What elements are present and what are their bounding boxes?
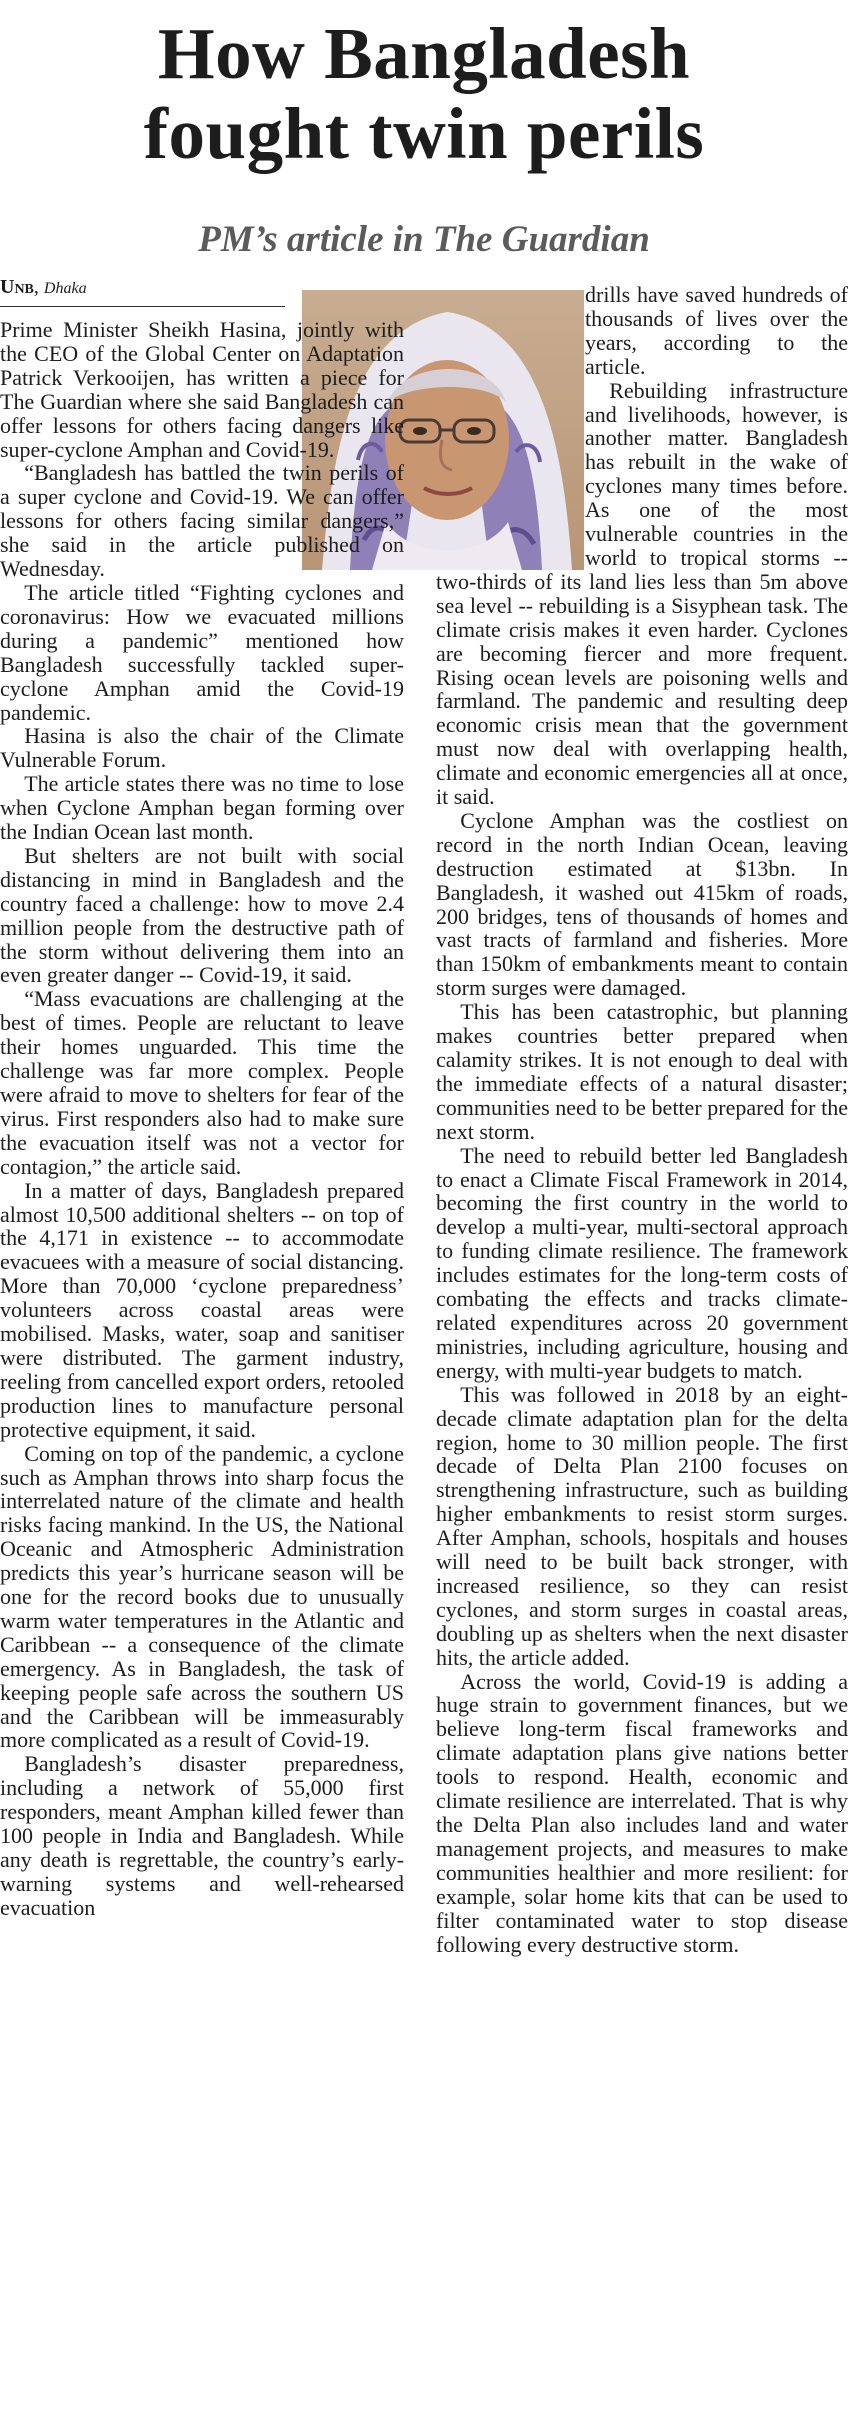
paragraph: Hasina is also the chair of the Climate Vulnerable Forum.	[0, 723, 404, 773]
paragraph: “Bangladesh has battled the twin perils of a super cyclone and Covid-19. We can offer lessons for others facing similar dangers,” she said in the article published on Wednesday.	[0, 460, 404, 582]
headline-line-1: How Bangladesh	[157, 13, 691, 94]
subheadline: PM’s article in The Guardian	[198, 219, 650, 260]
paragraph: “Mass evacuations are challenging at the best of times. People are reluctant to leave their homes unguarded. This time the challenge was far more complex. People were afraid to move to shelters for fear of the virus. First responders also had to make sure the evacuation itself was not a vector for contagion,” the article said.	[0, 986, 404, 1179]
paragraph: In a matter of days, Bangladesh prepared almost 10,500 additional shelters -- on top of the 4,171 in existence -- to accommodate evacuees with a measure of social distancing. More than 70,000 ‘cyclone preparedness’ volunteers across coastal areas were mobilised. Masks, water, soap and sanitiser were distributed. The garment industry, reeling from cancelled export orders, retooled production lines to manufacture personal protective equipment, it said.	[0, 1177, 404, 1442]
float-spacer	[436, 283, 585, 565]
byline: Unb, Dhaka	[0, 272, 285, 307]
article-column-left	[0, 318, 404, 1920]
paragraph: Bangladesh’s disaster preparedness, including a network of 55,000 first responders, meant Amphan killed fewer than 100 people in India and Bangladesh. While any death is regrettable, the country’s early-warning systems and well-rehearsed evacuation	[0, 1751, 404, 1920]
paragraph: But shelters are not built with social distancing in mind in Bangladesh and the country faced a challenge: how to move 2.4 million people from the destructive path of the storm without delivering them into an even greater danger -- Covid-19, it said.	[0, 842, 404, 988]
paragraph: This has been catastrophic, but planning makes countries better prepared when calamity strikes. It is not enough to deal with the immediate effects of a natural disaster; communities need to be better prepared for the next storm.	[436, 999, 848, 1144]
paragraph: Across the world, Covid-19 is adding a huge strain to government finances, but we believe long-term fiscal frameworks and climate adaptation plans give nations better tools to respond. Health, economic and climate resilience are interrelated. That is why the Delta Plan also includes land and water management projects, and measures to make communities healthier and more resilient: for example, solar home kits that can be used to filter contaminated water to stop disease following every destructive storm.	[436, 1668, 848, 1957]
paragraph: Prime Minister Sheikh Hasina, jointly with the CEO of the Global Center on Adaptation Patrick Verkooijen, has written a piece for The Guardian where she said Bangladesh can offer lessons for others facing dangers like super-cyclone Amphan and Covid-19.	[0, 317, 404, 462]
paragraph: Cyclone Amphan was the costliest on record in the north Indian Ocean, leaving destruction estimated at $13bn. In Bangladesh, it washed out 415km of roads, 200 bridges, tens of thousands of homes and vast tracts of farmland and fisheries. More than 150km of embankments meant to contain storm surges were damaged.	[436, 807, 848, 1001]
headline-line-2: fought twin perils	[143, 93, 705, 174]
headline	[0, 14, 848, 174]
byline-city: Dhaka	[43, 280, 87, 297]
paragraph: Coming on top of the pandemic, a cyclone such as Amphan throws into sharp focus the interrelated nature of the climate and health risks facing mankind. In the US, the National Oceanic and Atmospheric Administration predicts this year’s hurricane season will be one for the record books due to unusually warm water temperatures in the Atlantic and Caribbean -- a consequence of the climate emergency. As in Bangladesh, the task of keeping people safe across the southern US and the Caribbean will be immeasurably more complicated as a result of Covid-19.	[0, 1440, 404, 1753]
paragraph: drills have saved hundreds of thousands of lives over the years, according to the article.	[585, 282, 848, 379]
paragraph: The article states there was no time to lose when Cyclone Amphan began forming over the Indian Ocean last month.	[0, 771, 404, 845]
paragraph: The need to rebuild better led Bangladesh to enact a Climate Fiscal Framework in 2014, becoming the first country in the world to develop a multi-year, multi-sectoral approach to funding climate resilience. The framework includes estimates for the long-term costs of combating the effects and tracks climate-related expenditures across 20 government ministries, including agriculture, housing and energy, with multi-year budgets to match.	[436, 1142, 848, 1383]
paragraph: Rebuilding infrastructure and livelihoods, however, is another matter. Bangladesh has rebuilt in the wake of cyclones many times before. As one of the most vulnerable countries in the world to tropical storms -- two-thirds of its land lies less than 5m above sea level -- rebuilding is a Sisyphean task. The climate crisis makes it even harder. Cyclones are becoming fiercer and more frequent. Rising ocean levels are poisoning wells and farmland. The pandemic and resulting deep economic crisis mean that the government must now deal with overlapping health, climate and economic emergencies all at once, it said.	[436, 377, 848, 810]
paragraph: The article titled “Fighting cyclones and coronavirus: How we evacuated millions during a pandemic” mentioned how Bangladesh successfully tackled super-cyclone Amphan amid the Covid-19 pandemic.	[0, 579, 404, 725]
paragraph: This was followed in 2018 by an eight-decade climate adaptation plan for the delta region, home to 30 million people. The first decade of Delta Plan 2100 focuses on strengthening infrastructure, such as building higher embankments to resist storm surges. After Amphan, schools, hospitals and houses will need to be built back stronger, with increased resilience, so they can resist cyclones, and storm surges in coastal areas, doubling up as shelters when the next disaster hits, the article added.	[436, 1381, 848, 1670]
article-column-right	[436, 283, 848, 1956]
byline-agency: Unb	[0, 276, 34, 298]
